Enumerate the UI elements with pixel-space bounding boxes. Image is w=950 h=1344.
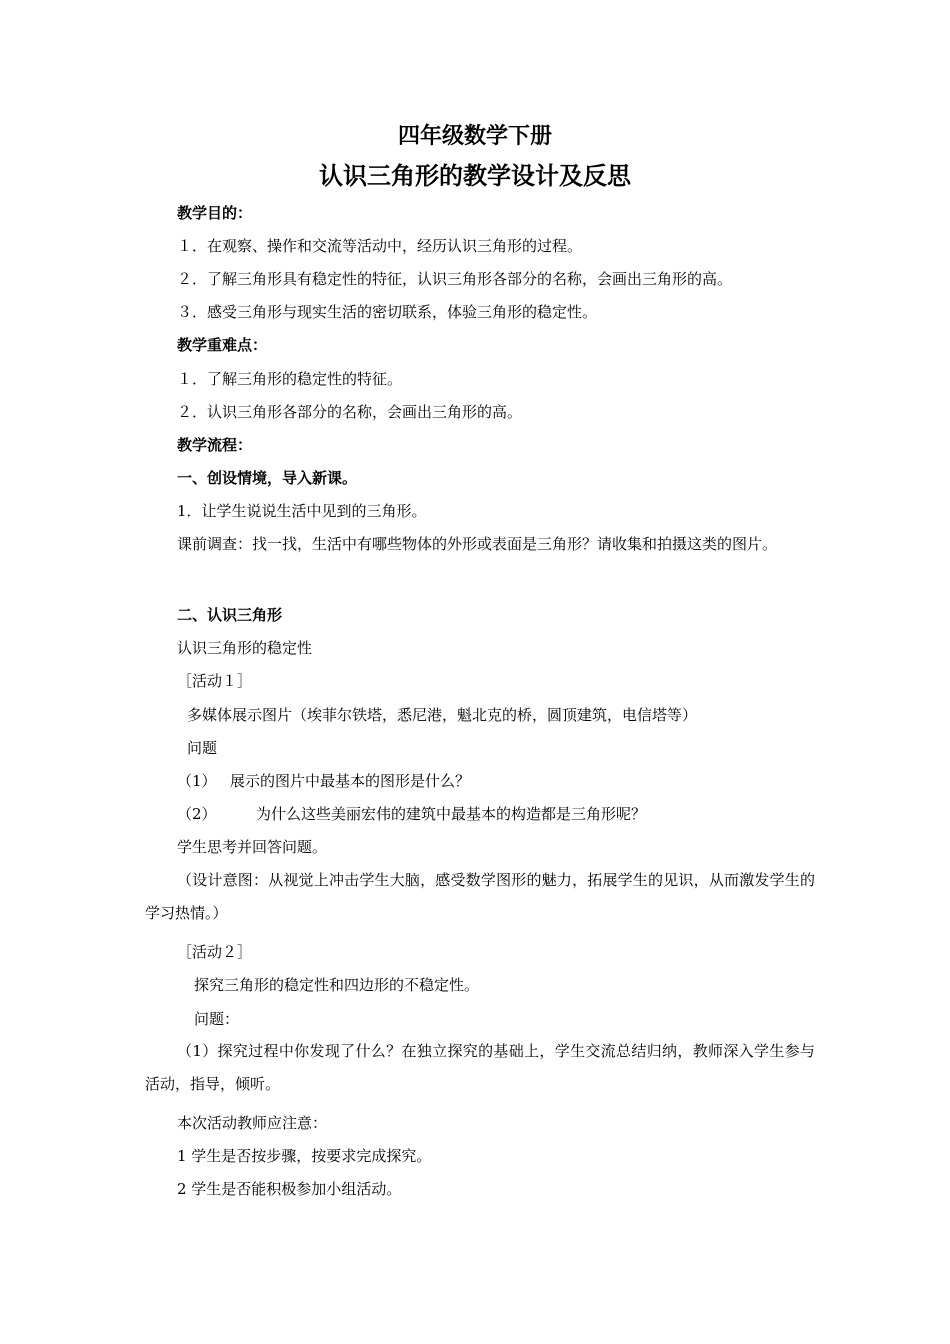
question2-text: 为什么这些美丽宏伟的建筑中最基本的构造都是三角形呢？ [256,805,647,823]
question2-number: （2） [177,805,217,823]
survey-paragraph: 课前调查：找一找，生活中有哪些物体的外形或表面是三角形？请收集和拍摄这类的图片。 [177,535,778,553]
activity1-label: ［活动１］ [177,672,253,690]
teacher-note: 本次活动教师应注意： [177,1114,328,1132]
section1-heading: 一、创设情境，导入新课。 [177,469,358,487]
question2-label: 问题： [194,1010,240,1028]
objectives-heading: 教学目的： [177,204,253,222]
process-heading: 教学流程： [177,436,253,454]
objective-item: ２．了解三角形具有稳定性的特征，认识三角形各部分的名称，会画出三角形的高。 [177,270,733,288]
keypoint-item: ２．认识三角形各部分的名称，会画出三角形的高。 [177,403,523,421]
note-item: 1 学生是否按步骤，按要求完成探究。 [177,1147,432,1165]
document-title: 四年级数学下册 [397,123,552,149]
students-think: 学生思考并回答问题。 [177,838,328,856]
activity2-label: ［活动２］ [177,943,253,961]
question-label: 问题 [187,739,218,757]
activity1-description: 多媒体展示图片（埃菲尔铁塔，悉尼港，魁北克的桥，圆顶建筑，电信塔等） [187,706,698,724]
activity2-description: 探究三角形的稳定性和四边形的不稳定性。 [194,976,480,994]
section1-item: 1．让学生说说生活中见到的三角形。 [177,502,427,520]
objective-item: ３．感受三角形与现实生活的密切联系，体验三角形的稳定性。 [177,303,598,321]
question1-number: （1） [177,772,217,790]
note-item: 2 学生是否能积极参加小组活动。 [177,1180,402,1198]
question1-text: 展示的图片中最基本的图形是什么？ [230,772,471,790]
objective-item: １．在观察、操作和交流等活动中，经历认识三角形的过程。 [177,237,583,255]
keypoint-item: １．了解三角形的稳定性的特征。 [177,370,403,388]
document-subtitle: 认识三角形的教学设计及反思 [319,161,631,190]
design-intent-paragraph: （设计意图：从视觉上冲击学生大脑，感受数学图形的魅力，拓展学生的见识，从而激发学生的学习热情。） [145,871,815,922]
section2-heading: 二、认识三角形 [177,606,283,624]
keypoints-heading: 教学重难点： [177,336,268,354]
explore-paragraph: （1）探究过程中你发现了什么？在独立探究的基础上，学生交流总结归纳，教师深入学生参与活动，指导，倾听。 [145,1042,815,1093]
stability-heading: 认识三角形的稳定性 [177,639,313,657]
